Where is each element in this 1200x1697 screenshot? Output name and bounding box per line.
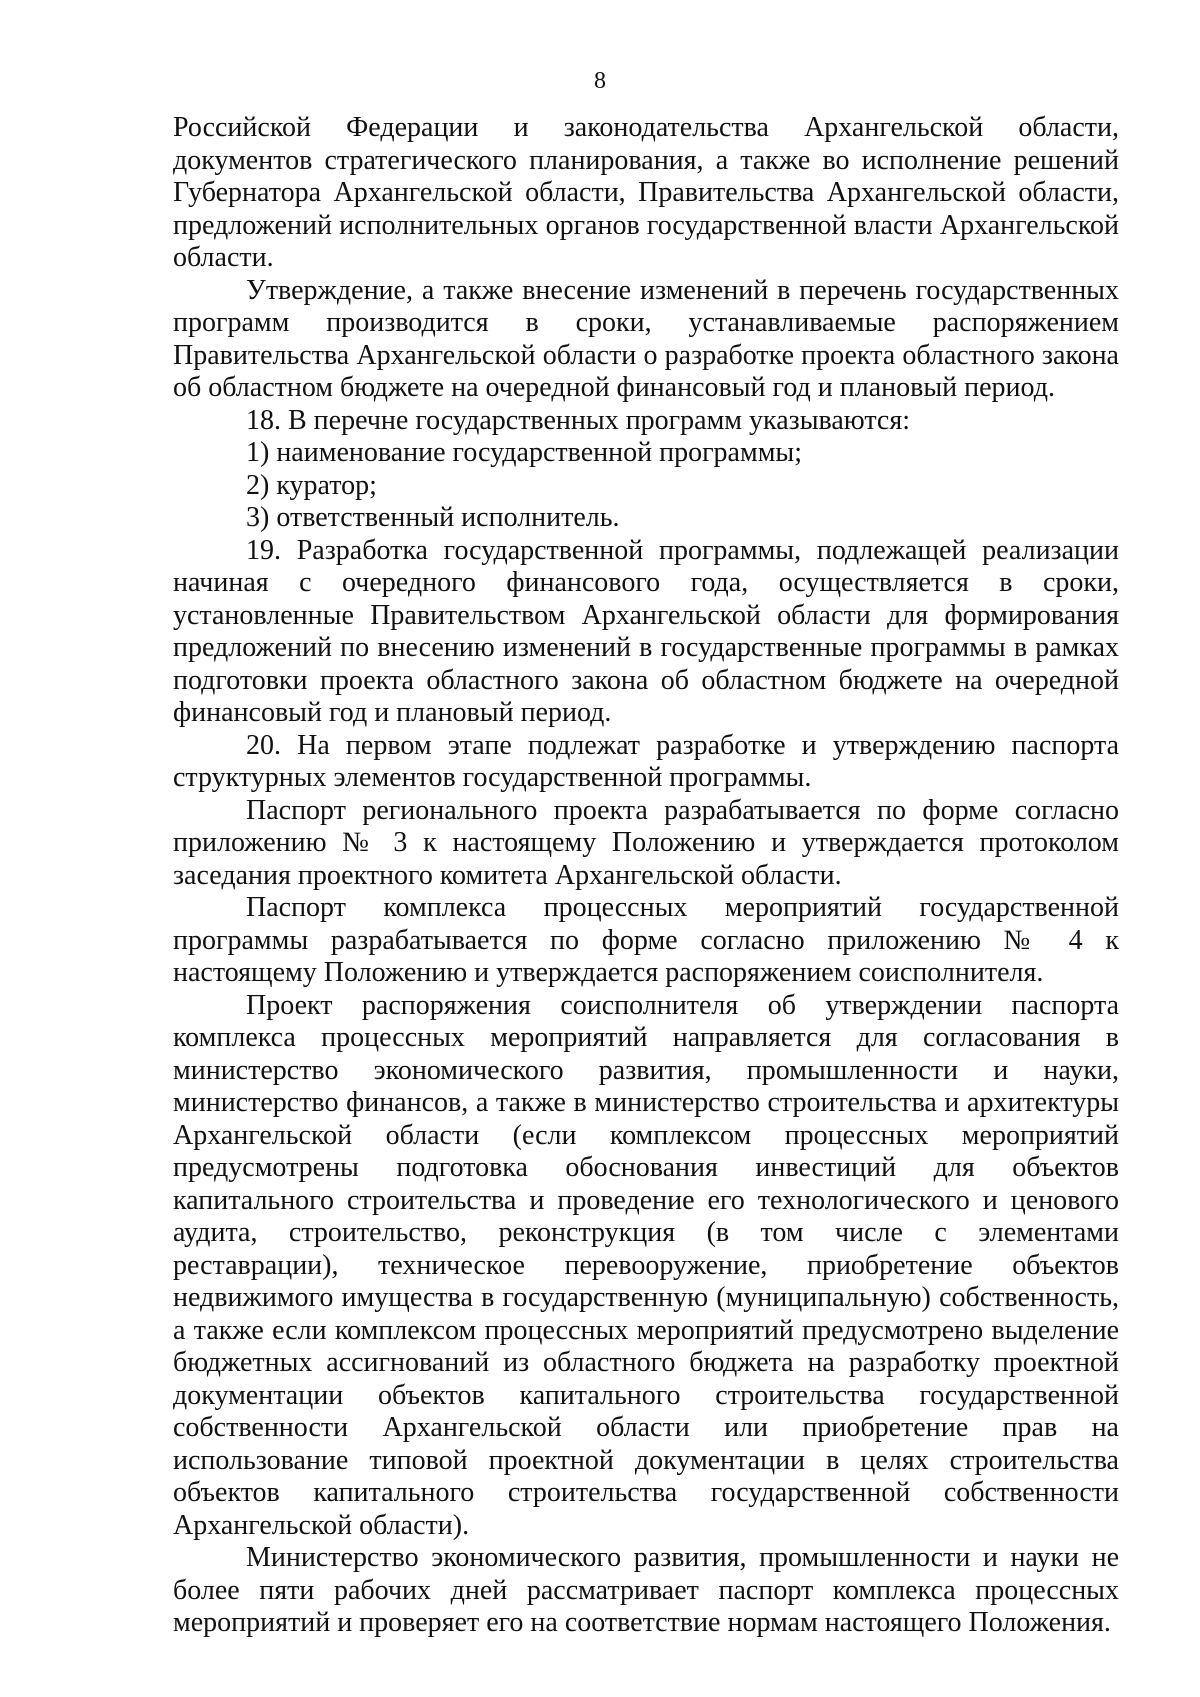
paragraph-item-18: 18. В перечне государственных программ указываются: bbox=[246, 404, 911, 436]
paragraph-item-19: 19. Разработка государственной программы, подлежащей реализации начиная с очередного финансового года, осуществляется в сроки, установленные Правительством Архангельской области для формирования предложений по внесению изменений в государственные программы в рамках подготовки проекта областного закона об областном бюджете на очередной финансовый год и плановый период. bbox=[173, 534, 1119, 728]
list-item-responsible-executor: 3) ответственный исполнитель. bbox=[246, 502, 620, 533]
paragraph-ministry-review: Министерство экономического развития, промышленности и науки не более пяти рабочих дней рассматривает паспорт комплекса процессных мероприятий и проверяет его на соответствие нормам настоящего Положения. bbox=[173, 1542, 1119, 1638]
paragraph-draft-order-approval: Проект распоряжения соисполнителя об утверждении паспорта комплекса процессных мероприятий направляется для согласования в министерство экономического развития, промышленности и науки, министерство финансов, а также в министерство строительства и архитектуры Архангельской области (если комплексом процессных мероприятий предусмотрены подготовка обоснования инвестиций для объектов капитального строительства и проведение его технологического и ценового аудита, строительство, реконструкция (в том числе с элементами реставрации), техническое перевооружение, приобретение объектов недвижимого имущества в государственную (муниципальную) собственность, а также если комплексом процессных мероприятий предусмотрено выделение бюджетных ассигнований из областного бюджета на разработку проектной документации объектов капитального строительства государственной собственности Архангельской области или приобретение прав на использование типовой проектной документации в целях строительства объектов капитального строительства государственной собственности Архангельской области). bbox=[173, 989, 1119, 1541]
page-number: 8 bbox=[594, 68, 606, 94]
document-body bbox=[173, 112, 1119, 1640]
paragraph-continuation: Российской Федерации и законодательства Архангельской области, документов стратегического планирования, а также во исполнение решений Губернатора Архангельской области, Правительства Архангельской области, предложений исполнительных органов государственной власти Архангельской области. bbox=[173, 112, 1119, 273]
list-item-program-name: 1) наименование государственной программы; bbox=[246, 437, 803, 468]
paragraph-process-measures-passport: Паспорт комплекса процессных мероприятий государственной программы разрабатывается по форме согласно приложению № 4 к настоящему Положению и утверждается распоряжением соисполнителя. bbox=[173, 892, 1119, 988]
paragraph-item-20: 20. На первом этапе подлежат разработке и утверждению паспорта структурных элементов государственной программы. bbox=[173, 729, 1119, 793]
list-item-curator: 2) куратор; bbox=[246, 469, 377, 501]
paragraph-approval-terms: Утверждение, а также внесение изменений в перечень государственных программ производится в сроки, устанавливаемые распоряжением Правительства Архангельской области о разработке проекта областного закона об областном бюджете на очередной финансовый год и плановый период. bbox=[173, 274, 1119, 403]
paragraph-regional-project-passport: Паспорт регионального проекта разрабатывается по форме согласно приложению № 3 к настоящему Положению и утверждается протоколом заседания проектного комитета Архангельской области. bbox=[173, 794, 1119, 891]
